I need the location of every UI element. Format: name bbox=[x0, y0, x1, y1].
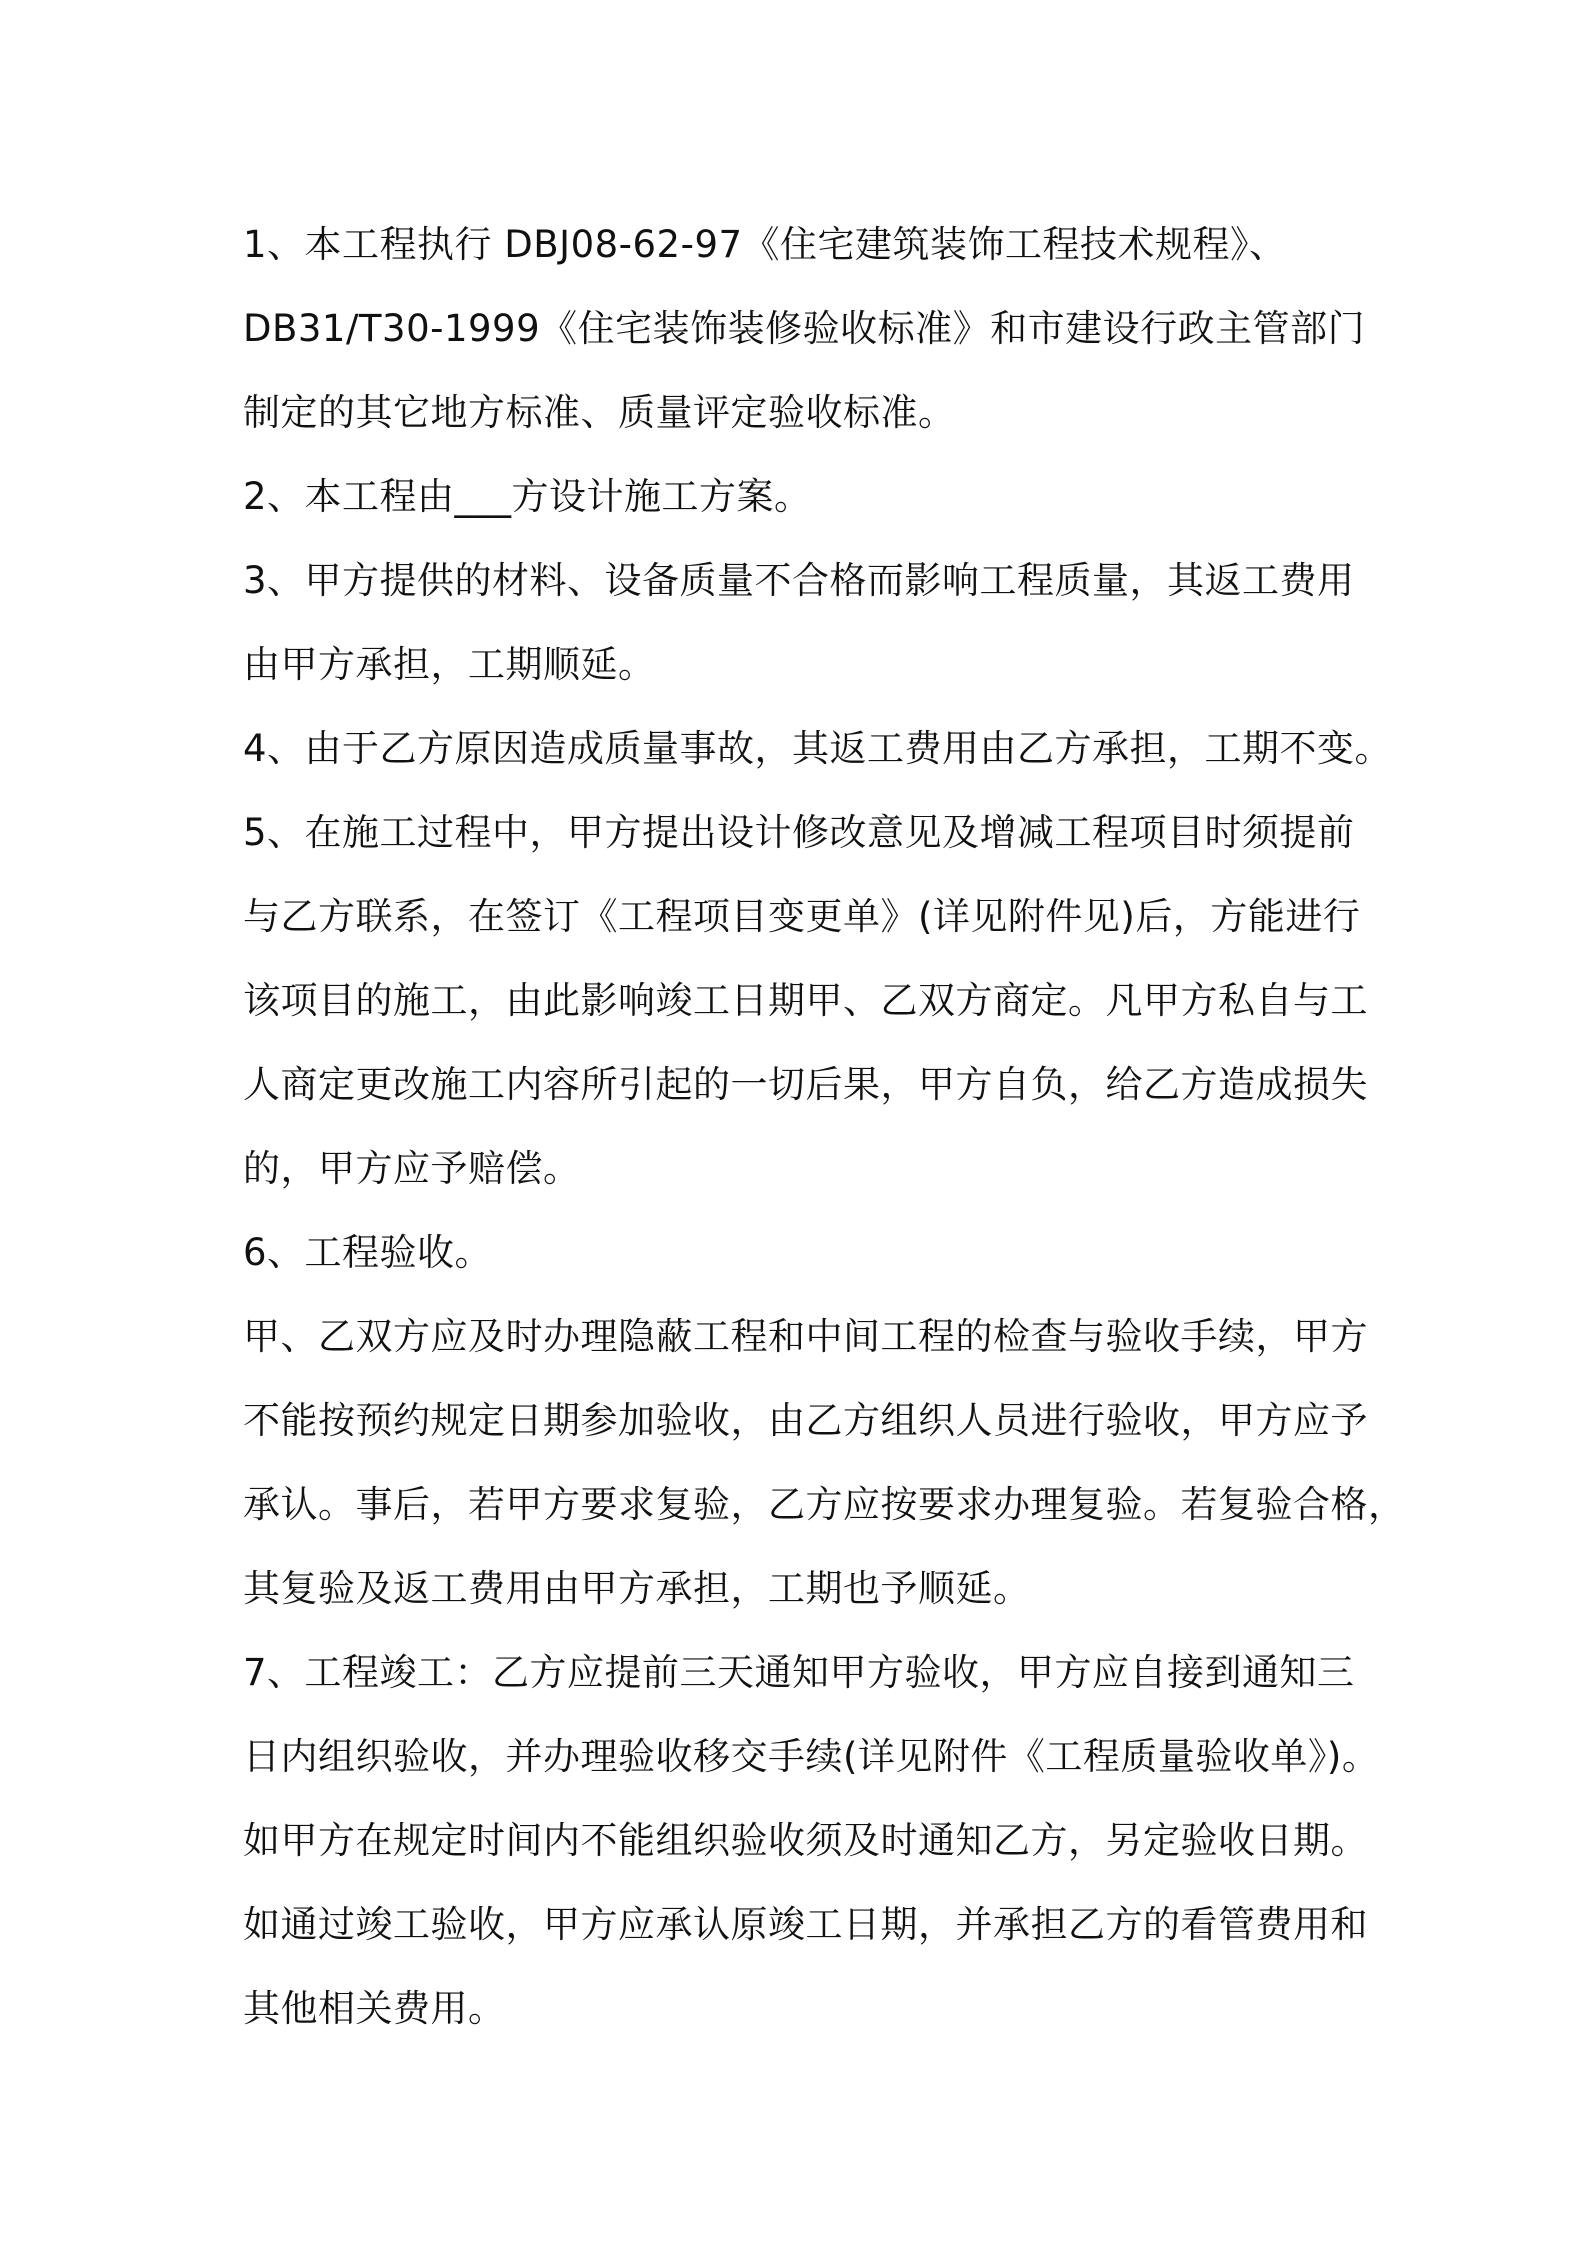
text-line: DB31/T30-1999《住宅装饰装修验收标准》和市建设行政主管部门 bbox=[243, 307, 1366, 350]
text-line: 5、在施工过程中，甲方提出设计修改意见及增减工程项目时须提前 bbox=[243, 811, 1355, 854]
text-line: 制定的其它地方标准、质量评定验收标准。 bbox=[243, 391, 956, 434]
text-line: 4、由于乙方原因造成质量事故，其返工费用由乙方承担，工期不变。 bbox=[243, 727, 1393, 770]
text-line: 由甲方承担，工期顺延。 bbox=[243, 643, 656, 686]
text-line: 日内组织验收，并办理验收移交手续(详见附件《工程质量验收单》)。 bbox=[243, 1735, 1380, 1778]
text-line: 6、工程验收。 bbox=[243, 1231, 493, 1274]
text-line: 甲、乙双方应及时办理隐蔽工程和中间工程的检查与验收手续，甲方 bbox=[243, 1315, 1368, 1358]
text-line: 如甲方在规定时间内不能组织验收须及时通知乙方，另定验收日期。 bbox=[243, 1819, 1368, 1862]
text-line: 如通过竣工验收，甲方应承认原竣工日期，并承担乙方的看管费用和 bbox=[243, 1903, 1368, 1946]
text-line: 7、工程竣工：乙方应提前三天通知甲方验收，甲方应自接到通知三 bbox=[243, 1651, 1355, 1694]
text-line: 2、本工程由___方设计施工方案。 bbox=[243, 475, 812, 518]
text-line: 1、本工程执行 DBJ08-62-97《住宅建筑装饰工程技术规程》、 bbox=[243, 223, 1287, 266]
text-line: 人商定更改施工内容所引起的一切后果，甲方自负，给乙方造成损失 bbox=[243, 1063, 1368, 1106]
text-line: 该项目的施工，由此影响竣工日期甲、乙双方商定。凡甲方私自与工 bbox=[243, 979, 1368, 1022]
text-line: 承认。事后，若甲方要求复验，乙方应按要求办理复验。若复验合格， bbox=[243, 1483, 1406, 1526]
text-line: 的，甲方应予赔偿。 bbox=[243, 1147, 581, 1190]
text-line: 与乙方联系，在签订《工程项目变更单》(详见附件见)后，方能进行 bbox=[243, 895, 1361, 938]
text-line: 不能按预约规定日期参加验收，由乙方组织人员进行验收，甲方应予 bbox=[243, 1399, 1368, 1442]
document-body bbox=[243, 203, 1406, 2051]
text-line: 其复验及返工费用由甲方承担，工期也予顺延。 bbox=[243, 1567, 1031, 1610]
text-line: 3、甲方提供的材料、设备质量不合格而影响工程质量，其返工费用 bbox=[243, 559, 1355, 602]
text-line: 其他相关费用。 bbox=[243, 1987, 506, 2030]
